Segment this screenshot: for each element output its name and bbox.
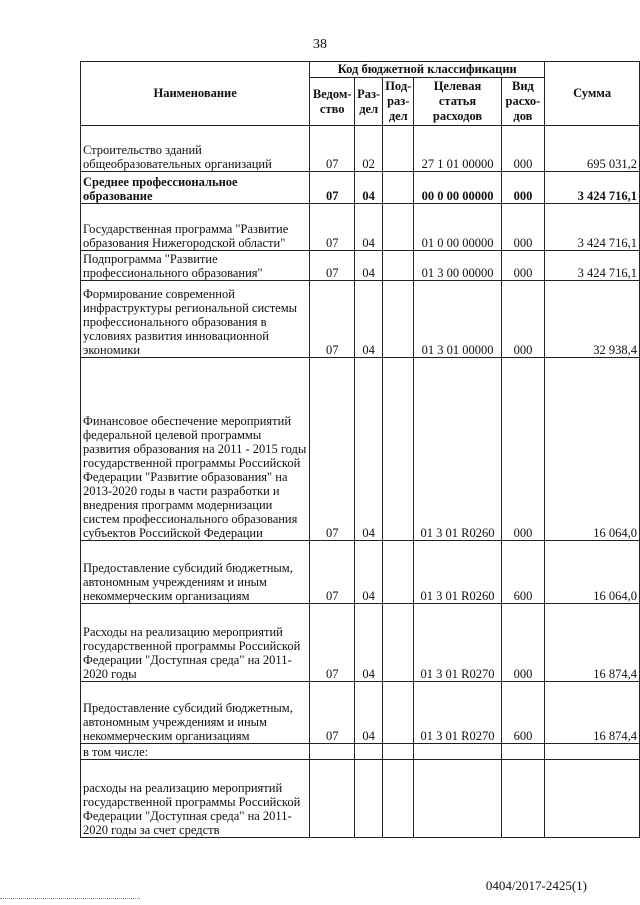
row-sum: 695 031,2	[545, 126, 640, 172]
row-razd: 04	[355, 604, 383, 682]
row-sum: 16 064,0	[545, 541, 640, 604]
header-sum: Сумма	[545, 62, 640, 126]
row-razd: 04	[355, 281, 383, 358]
row-sum: 3 424 716,1	[545, 204, 640, 251]
header-ved: Ведом-ство	[310, 78, 355, 126]
table-row	[81, 172, 640, 204]
row-razd: 04	[355, 358, 383, 541]
row-name: Государственная программа "Развитие образования Нижегородской области"	[81, 204, 310, 251]
row-cel: 01 3 00 00000	[414, 251, 501, 281]
row-ved: 07	[310, 204, 355, 251]
row-cel: 01 3 01 R0270	[414, 682, 501, 744]
row-cel: 01 3 01 R0260	[414, 541, 501, 604]
table-row	[81, 358, 640, 541]
row-name: Строительство зданий общеобразовательных организаций	[81, 126, 310, 172]
page-number: 38	[313, 37, 327, 52]
budget-table	[80, 61, 640, 838]
scan-mark	[0, 898, 140, 899]
header-name: Наименование	[81, 62, 310, 126]
row-razd: 04	[355, 204, 383, 251]
row-ved: 07	[310, 172, 355, 204]
row-ved: 07	[310, 541, 355, 604]
row-name: Предоставление субсидий бюджетным, автономным учреждениям и иным некоммерческим организациям	[81, 541, 310, 604]
row-name: Среднее профессиональное образование	[81, 172, 310, 204]
table-row	[81, 604, 640, 682]
row-cel: 00 0 00 00000	[414, 172, 501, 204]
row-vid: 000	[501, 604, 544, 682]
row-vid: 600	[501, 541, 544, 604]
row-name: расходы на реализацию мероприятий государственной программы Российской Федерации "Доступная среда" на 2011-2020 годы за счет средств	[81, 760, 310, 838]
row-cel: 01 3 01 R0260	[414, 358, 501, 541]
row-vid: 000	[501, 281, 544, 358]
row-ved: 07	[310, 251, 355, 281]
row-razd: 04	[355, 682, 383, 744]
row-name: Предоставление субсидий бюджетным, автономным учреждениям и иным некоммерческим организациям	[81, 682, 310, 744]
row-razd: 04	[355, 172, 383, 204]
row-sum: 3 424 716,1	[545, 172, 640, 204]
row-name: Формирование современной инфраструктуры региональной системы профессионального образования в условиях развития инновационной экономики	[81, 281, 310, 358]
table-row	[81, 682, 640, 744]
row-name: Расходы на реализацию мероприятий государственной программы Российской Федерации "Доступная среда" на 2011-2020 годы	[81, 604, 310, 682]
header-cel: Целевая статья расходов	[414, 78, 501, 126]
table-row	[81, 126, 640, 172]
row-vid: 000	[501, 204, 544, 251]
row-name: в том числе:	[81, 744, 310, 760]
table-row	[81, 760, 640, 838]
row-vid: 000	[501, 126, 544, 172]
row-razd: 04	[355, 251, 383, 281]
row-cel: 27 1 01 00000	[414, 126, 501, 172]
row-ved: 07	[310, 604, 355, 682]
table-row	[81, 204, 640, 251]
row-sum: 16 064,0	[545, 358, 640, 541]
row-razd: 04	[355, 541, 383, 604]
row-ved: 07	[310, 682, 355, 744]
header-podr: Под-раз-дел	[383, 78, 414, 126]
row-ved: 07	[310, 126, 355, 172]
row-name: Подпрограмма "Развитие профессионального образования"	[81, 251, 310, 281]
header-code-group: Код бюджетной классификации	[310, 62, 545, 78]
row-cel: 01 0 00 00000	[414, 204, 501, 251]
row-sum: 32 938,4	[545, 281, 640, 358]
row-name: Финансовое обеспечение мероприятий федеральной целевой программы развития образования на 2011 - 2015 годы государственной программы Российской Федерации "Развитие образования" на 2013-2020 годы в части разработки и внедрения программ модернизации систем профессионального образования субъектов Российской Федерации	[81, 358, 310, 541]
table-row	[81, 281, 640, 358]
row-ved: 07	[310, 281, 355, 358]
row-vid: 000	[501, 358, 544, 541]
table-row	[81, 744, 640, 760]
row-sum: 3 424 716,1	[545, 251, 640, 281]
header-razd: Раз-дел	[355, 78, 383, 126]
row-sum: 16 874,4	[545, 604, 640, 682]
row-razd: 02	[355, 126, 383, 172]
row-vid: 000	[501, 172, 544, 204]
row-ved: 07	[310, 358, 355, 541]
table-row	[81, 541, 640, 604]
row-vid: 000	[501, 251, 544, 281]
row-vid: 600	[501, 682, 544, 744]
row-cel: 01 3 01 R0270	[414, 604, 501, 682]
document-code: 0404/2017-2425(1)	[485, 878, 587, 893]
row-cel: 01 3 01 00000	[414, 281, 501, 358]
table-row	[81, 251, 640, 281]
row-sum: 16 874,4	[545, 682, 640, 744]
header-vid: Вид расхо-дов	[501, 78, 544, 126]
